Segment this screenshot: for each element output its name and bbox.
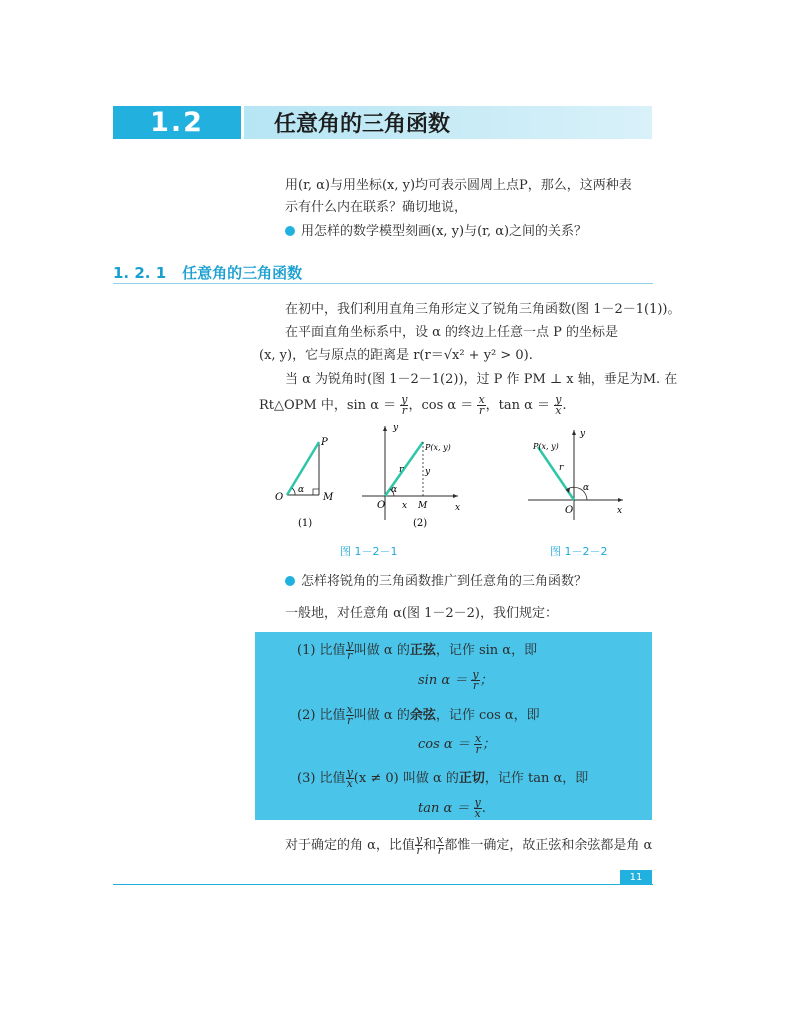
- fig2-caption: 图 1－2－2: [550, 545, 608, 558]
- term-cosine: 余弦: [409, 708, 436, 723]
- y-arrow-fig2: [572, 430, 576, 435]
- label-alpha: α: [298, 485, 305, 495]
- label-r: r: [399, 465, 404, 475]
- label-alpha-fig2: α: [583, 483, 590, 493]
- body-p3b: [259, 395, 567, 417]
- def1-frac: $\frac{y}{r}$: [346, 638, 353, 662]
- term-tangent: 正切: [458, 771, 485, 786]
- label-Pxy-fig2: P(x, y): [533, 442, 559, 451]
- closing-line: 对于确定的角 α，比值 $\frac{y}{r}$ 和 $\frac{x}{r}$ 都惟一确定，故正弦和余弦都是角 α: [285, 833, 653, 857]
- label-O-fig2: O: [565, 505, 574, 516]
- subsection-heading: [113, 262, 302, 283]
- figure-2: [528, 429, 623, 520]
- body-p2b: (x, y)，它与原点的距离是 r(r＝√x² + y² > 0).: [259, 348, 533, 363]
- y-arrow: [383, 426, 387, 431]
- x-arrow-fig2: [618, 498, 623, 502]
- body-p3a: 当 α 为锐角时(图 1－2－1(2))，过 P 作 PM ⊥ x 轴，垂足为M. 在: [285, 372, 678, 387]
- section-number: 1.2: [113, 106, 241, 139]
- general-statement: 一般地，对任意角 α(图 1－2－2)，我们规定：: [285, 606, 559, 621]
- def-3: (3) 比值 $\frac{y}{x}$ (x ≠ 0) 叫做 α 的正切，记作 tan α，即: [297, 766, 589, 790]
- def-1: (1) 比值 $\frac{y}{r}$ 叫做 α 的正弦，记作 sin α，即: [297, 638, 538, 662]
- figure-1-1: [275, 437, 334, 529]
- fig1-sub1: (1): [298, 518, 313, 529]
- fig1-caption: 图 1－2－1: [340, 545, 398, 558]
- formula-cos: cos α ＝ $\frac{x}{r}$ ；: [418, 732, 496, 756]
- angle-arc: [292, 488, 295, 495]
- term-sine: 正弦: [409, 643, 436, 658]
- p3b-prefix: Rt△OPM 中，sin α ＝: [259, 398, 397, 413]
- p3b-tan: ，tan α ＝: [485, 398, 551, 413]
- body-p1: 在初中，我们利用直角三角形定义了锐角三角函数(图 1－2－1(1))。: [285, 302, 681, 317]
- intro-line-2: 示有什么内在联系？确切地说，: [285, 200, 468, 215]
- label-P: P: [321, 437, 328, 448]
- subsection-rule: [113, 283, 653, 284]
- label-y-fig2: y: [580, 429, 586, 439]
- formula-sin: sin α ＝ $\frac{y}{r}$ ；: [418, 668, 493, 692]
- subsection-number: 1. 2. 1: [113, 264, 167, 282]
- label-x-fig2: x: [617, 506, 623, 516]
- footer-rule: [113, 884, 653, 885]
- x-arrow: [453, 494, 458, 498]
- label-r-fig2: r: [559, 463, 564, 473]
- label-y-axis: y: [393, 423, 399, 433]
- label-x-leg: x: [402, 501, 408, 511]
- body-p2a: 在平面直角坐标系中，设 α 的终边上任意一点 P 的坐标是: [285, 325, 619, 340]
- figure-1-2: [362, 423, 460, 529]
- p3b-end: .: [562, 398, 567, 413]
- closing-frac-y-r: $\frac{y}{r}$: [415, 833, 423, 857]
- label-M-2: M: [418, 501, 428, 511]
- label-O-2: O: [377, 500, 386, 511]
- closing-frac-x-r: $\frac{x}{r}$: [437, 833, 444, 857]
- label-Pxy: P(x, y): [425, 443, 451, 452]
- formula-tan: tan α ＝ $\frac{y}{x}$ .: [418, 796, 486, 820]
- label-y-leg: y: [425, 467, 431, 477]
- intro-question: 用怎样的数学模型刻画(x, y)与(r, α)之间的关系？: [285, 221, 587, 243]
- frac-y-x: $\frac{y}{x}$: [555, 393, 562, 417]
- subsection-title: 任意角的三角函数: [182, 264, 303, 282]
- label-M: M: [323, 492, 334, 503]
- p3b-cos: ，cos α ＝: [408, 398, 474, 413]
- fig1-sub2: (2): [413, 518, 428, 529]
- label-x-axis: x: [455, 503, 461, 513]
- frac-y-r: $\frac{y}{r}$: [401, 393, 408, 417]
- frac-x-r: $\frac{x}{r}$: [478, 393, 485, 417]
- def2-frac: $\frac{x}{r}$: [346, 703, 353, 727]
- def3-frac: $\frac{y}{x}$: [346, 766, 353, 790]
- def-2: (2) 比值 $\frac{x}{r}$ 叫做 α 的余弦，记作 cos α，即: [297, 703, 540, 727]
- label-O: O: [275, 492, 284, 503]
- page-number: 11: [620, 870, 652, 885]
- label-alpha-2: α: [391, 485, 398, 495]
- question-2: 怎样将锐角的三角函数推广到任意角的三角函数？: [285, 571, 587, 593]
- right-angle-mark: [313, 489, 319, 495]
- intro-line-1: 用(r, α)与用坐标(x, y)均可表示圆周上点P，那么，这两种表: [285, 178, 632, 193]
- section-title: 任意角的三角函数: [244, 106, 652, 139]
